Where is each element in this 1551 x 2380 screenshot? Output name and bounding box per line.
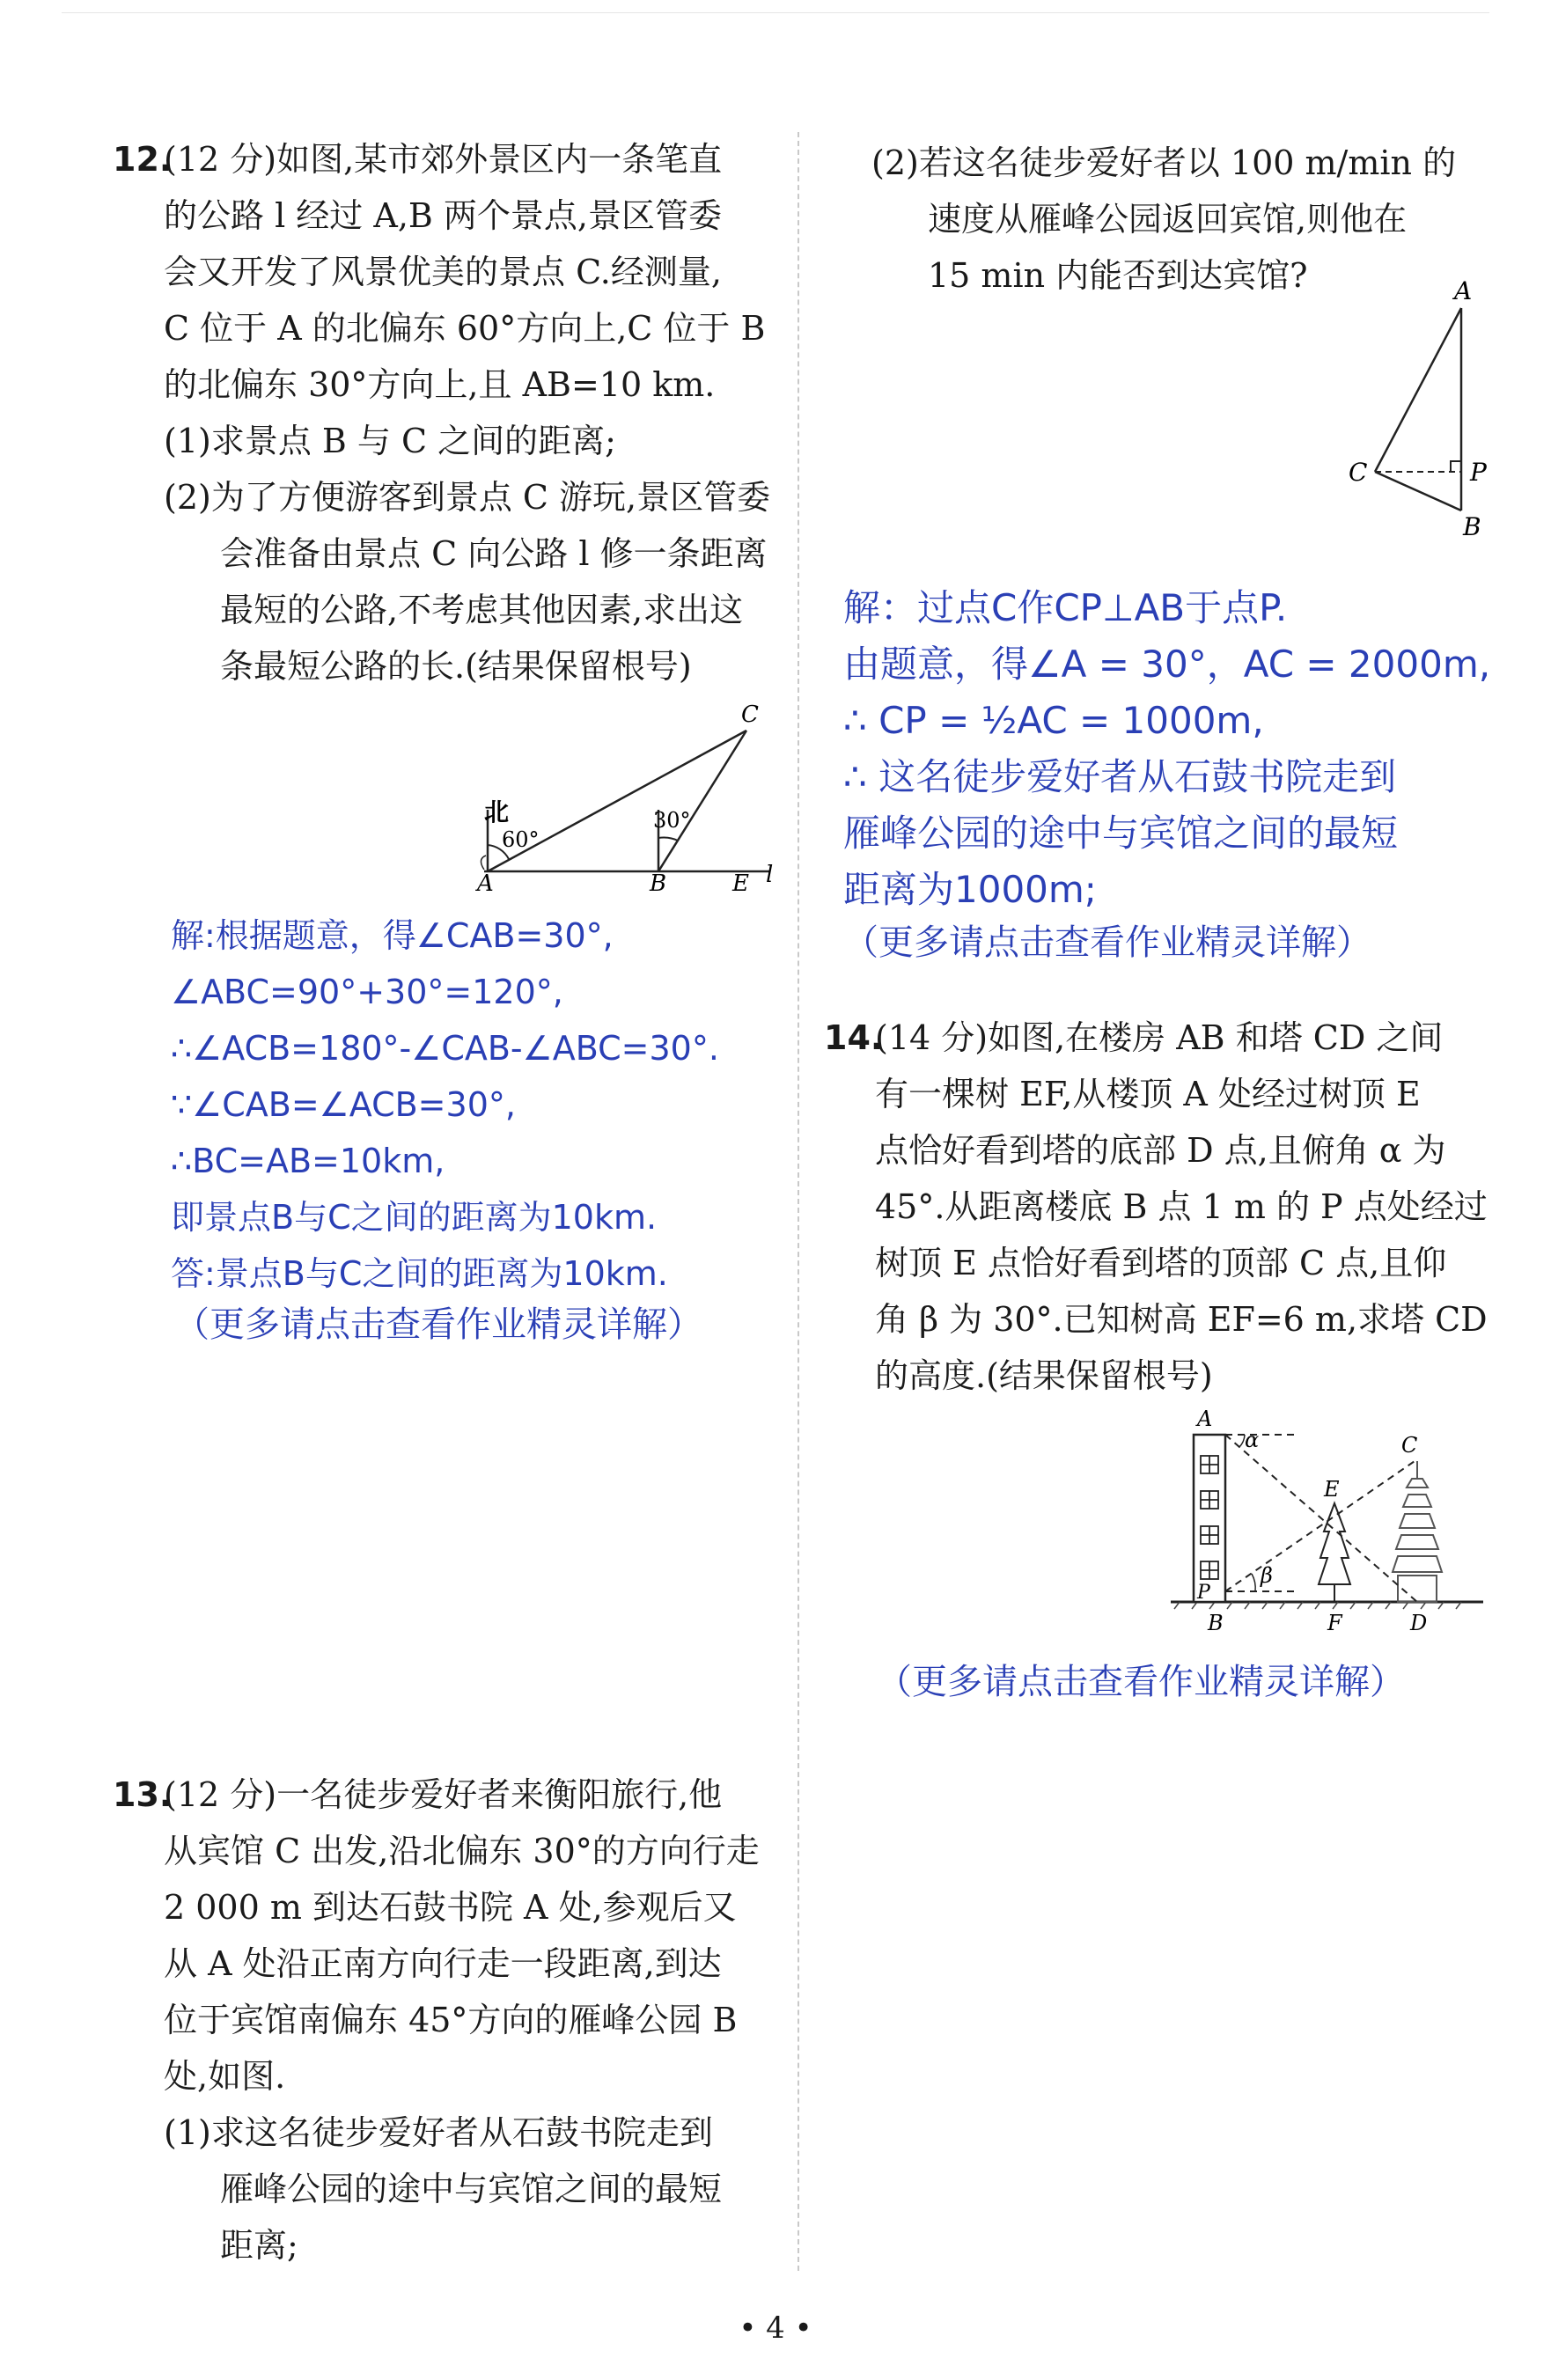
q13-part-2-line-2: 速度从雁峰公园返回宾馆,则他在	[928, 200, 1408, 239]
q13-solution-2: 由题意，得∠A = 30°，AC = 2000m,	[843, 643, 1491, 686]
label-beta: β	[1261, 1563, 1273, 1588]
q12-line-3: 会又开发了风景优美的景点 C.经测量,	[164, 253, 722, 291]
q14-more-link[interactable]: （更多请点击查看作业精灵详解）	[877, 1662, 1405, 1702]
q14-line-2: 有一棵树 EF,从楼顶 A 处经过树顶 E	[875, 1075, 1421, 1113]
q13-part-1-line-2: 雁峰公园的途中与宾馆之间的最短	[220, 2170, 723, 2208]
q12-part-2: (2)为了方便游客到景点 C 游玩,景区管委	[164, 478, 771, 517]
column-divider	[798, 132, 799, 2271]
right-angle-mark	[481, 856, 486, 870]
q13-part-2: (2)若这名徒步爱好者以 100 m/min 的	[871, 143, 1457, 182]
q14-number: 14.	[824, 1018, 884, 1057]
q13-solution-3: ∴ CP = ½AC = 1000m,	[843, 699, 1264, 742]
label-e: E	[732, 870, 749, 897]
q12-figure	[467, 695, 783, 898]
q13-number: 13.	[113, 1775, 173, 1814]
q13-figure	[1338, 273, 1505, 555]
q13-line-1: (12 分)一名徒步爱好者来衡阳旅行,他	[164, 1775, 723, 1814]
q12-part-2-line-2: 会准备由景点 C 向公路 l 修一条距离	[220, 534, 768, 573]
label-f: F	[1327, 1611, 1342, 1635]
q13-line-4: 从 A 处沿正南方向行走一段距离,到达	[164, 1944, 722, 1983]
q13-line-3: 2 000 m 到达石鼓书院 A 处,参观后又	[164, 1888, 737, 1927]
q14-line-7: 的高度.(结果保留根号)	[875, 1356, 1213, 1395]
q12-solution-1: 解:根据题意，得∠CAB=30°,	[171, 916, 614, 955]
label-alpha: α	[1245, 1428, 1260, 1452]
label-l: l	[766, 862, 774, 888]
q12-number: 12.	[113, 140, 173, 179]
sight-line-pc	[1225, 1459, 1417, 1591]
label-c: C	[1349, 458, 1368, 487]
tower-cd	[1393, 1461, 1442, 1602]
q12-line-4: C 位于 A 的北偏东 60°方向上,C 位于 B	[164, 309, 766, 348]
q14-line-5: 树顶 E 点恰好看到塔的顶部 C 点,且仰	[875, 1244, 1447, 1282]
label-p: P	[1197, 1582, 1210, 1604]
q12-solution-3: ∴∠ACB=180°-∠CAB-∠ABC=30°.	[171, 1029, 719, 1068]
beta-arc	[1252, 1574, 1255, 1591]
label-e: E	[1324, 1477, 1340, 1502]
label-60: 60°	[502, 827, 540, 852]
q12-line-2: 的公路 l 经过 A,B 两个景点,景区管委	[164, 196, 722, 235]
q14-line-3: 点恰好看到塔的底部 D 点,且俯角 α 为	[875, 1131, 1446, 1170]
line-ac	[1375, 308, 1461, 472]
q12-line-1: (12 分)如图,某市郊外景区内一条笔直	[164, 140, 723, 179]
q13-part-1: (1)求这名徒步爱好者从石鼓书院走到	[164, 2113, 713, 2152]
label-north: 北	[484, 797, 510, 826]
label-30: 30°	[653, 808, 691, 833]
q13-solution-4: ∴ 这名徒步爱好者从石鼓书院走到	[843, 755, 1397, 798]
q13-solution-1: 解：过点C作CP⊥AB于点P.	[843, 586, 1288, 629]
label-c: C	[1401, 1433, 1418, 1458]
line-bc	[658, 731, 746, 871]
q12-solution-5: ∴BC=AB=10km,	[171, 1142, 445, 1180]
q12-part-2-line-3: 最短的公路,不考虑其他因素,求出这	[220, 591, 744, 629]
q13-part-1-line-3: 距离;	[220, 2226, 298, 2265]
line-cb	[1375, 472, 1461, 511]
label-a: A	[1197, 1407, 1213, 1431]
q12-solution-6: 即景点B与C之间的距离为10km.	[171, 1198, 658, 1237]
label-d: D	[1410, 1611, 1428, 1635]
angle-arc-b	[658, 838, 678, 841]
label-a: A	[477, 870, 494, 897]
q14-figure	[1162, 1399, 1488, 1646]
q14-line-4: 45°.从距离楼底 B 点 1 m 的 P 点处经过	[875, 1187, 1488, 1226]
q14-line-1: (14 分)如图,在楼房 AB 和塔 CD 之间	[875, 1018, 1444, 1057]
label-b: B	[650, 870, 667, 897]
q13-more-link[interactable]: （更多请点击查看作业精灵详解）	[843, 922, 1371, 963]
q12-part-2-line-4: 条最短公路的长.(结果保留根号)	[220, 647, 692, 686]
label-b: B	[1208, 1611, 1224, 1635]
q13-line-6: 处,如图.	[164, 2057, 286, 2096]
q13-solution-5: 雁峰公园的途中与宾馆之间的最短	[843, 812, 1399, 855]
q12-solution-7: 答:景点B与C之间的距离为10km.	[171, 1254, 668, 1293]
q12-solution-4: ∵∠CAB=∠ACB=30°,	[171, 1085, 516, 1124]
label-b: B	[1463, 512, 1481, 541]
page-number: • 4 •	[739, 2310, 812, 2346]
q13-line-2: 从宾馆 C 出发,沿北偏东 30°的方向行走	[164, 1832, 760, 1870]
q13-part-2-line-3: 15 min 内能否到达宾馆?	[928, 256, 1308, 295]
label-a: A	[1454, 276, 1473, 305]
q12-line-5: 的北偏东 30°方向上,且 AB=10 km.	[164, 365, 716, 404]
label-p: P	[1470, 458, 1487, 487]
tree-ef	[1319, 1503, 1350, 1602]
q12-solution-2: ∠ABC=90°+30°=120°,	[171, 973, 563, 1011]
q14-line-6: 角 β 为 30°.已知树高 EF=6 m,求塔 CD	[875, 1300, 1488, 1339]
right-angle-p	[1451, 461, 1461, 472]
q13-solution-6: 距离为1000m;	[843, 868, 1097, 911]
q12-part-1: (1)求景点 B 与 C 之间的距离;	[164, 422, 616, 460]
page-top-edge	[62, 0, 1489, 13]
label-c: C	[741, 702, 759, 728]
q12-more-link[interactable]: （更多请点击查看作业精灵详解）	[174, 1304, 702, 1345]
q13-line-5: 位于宾馆南偏东 45°方向的雁峰公园 B	[164, 2001, 738, 2039]
